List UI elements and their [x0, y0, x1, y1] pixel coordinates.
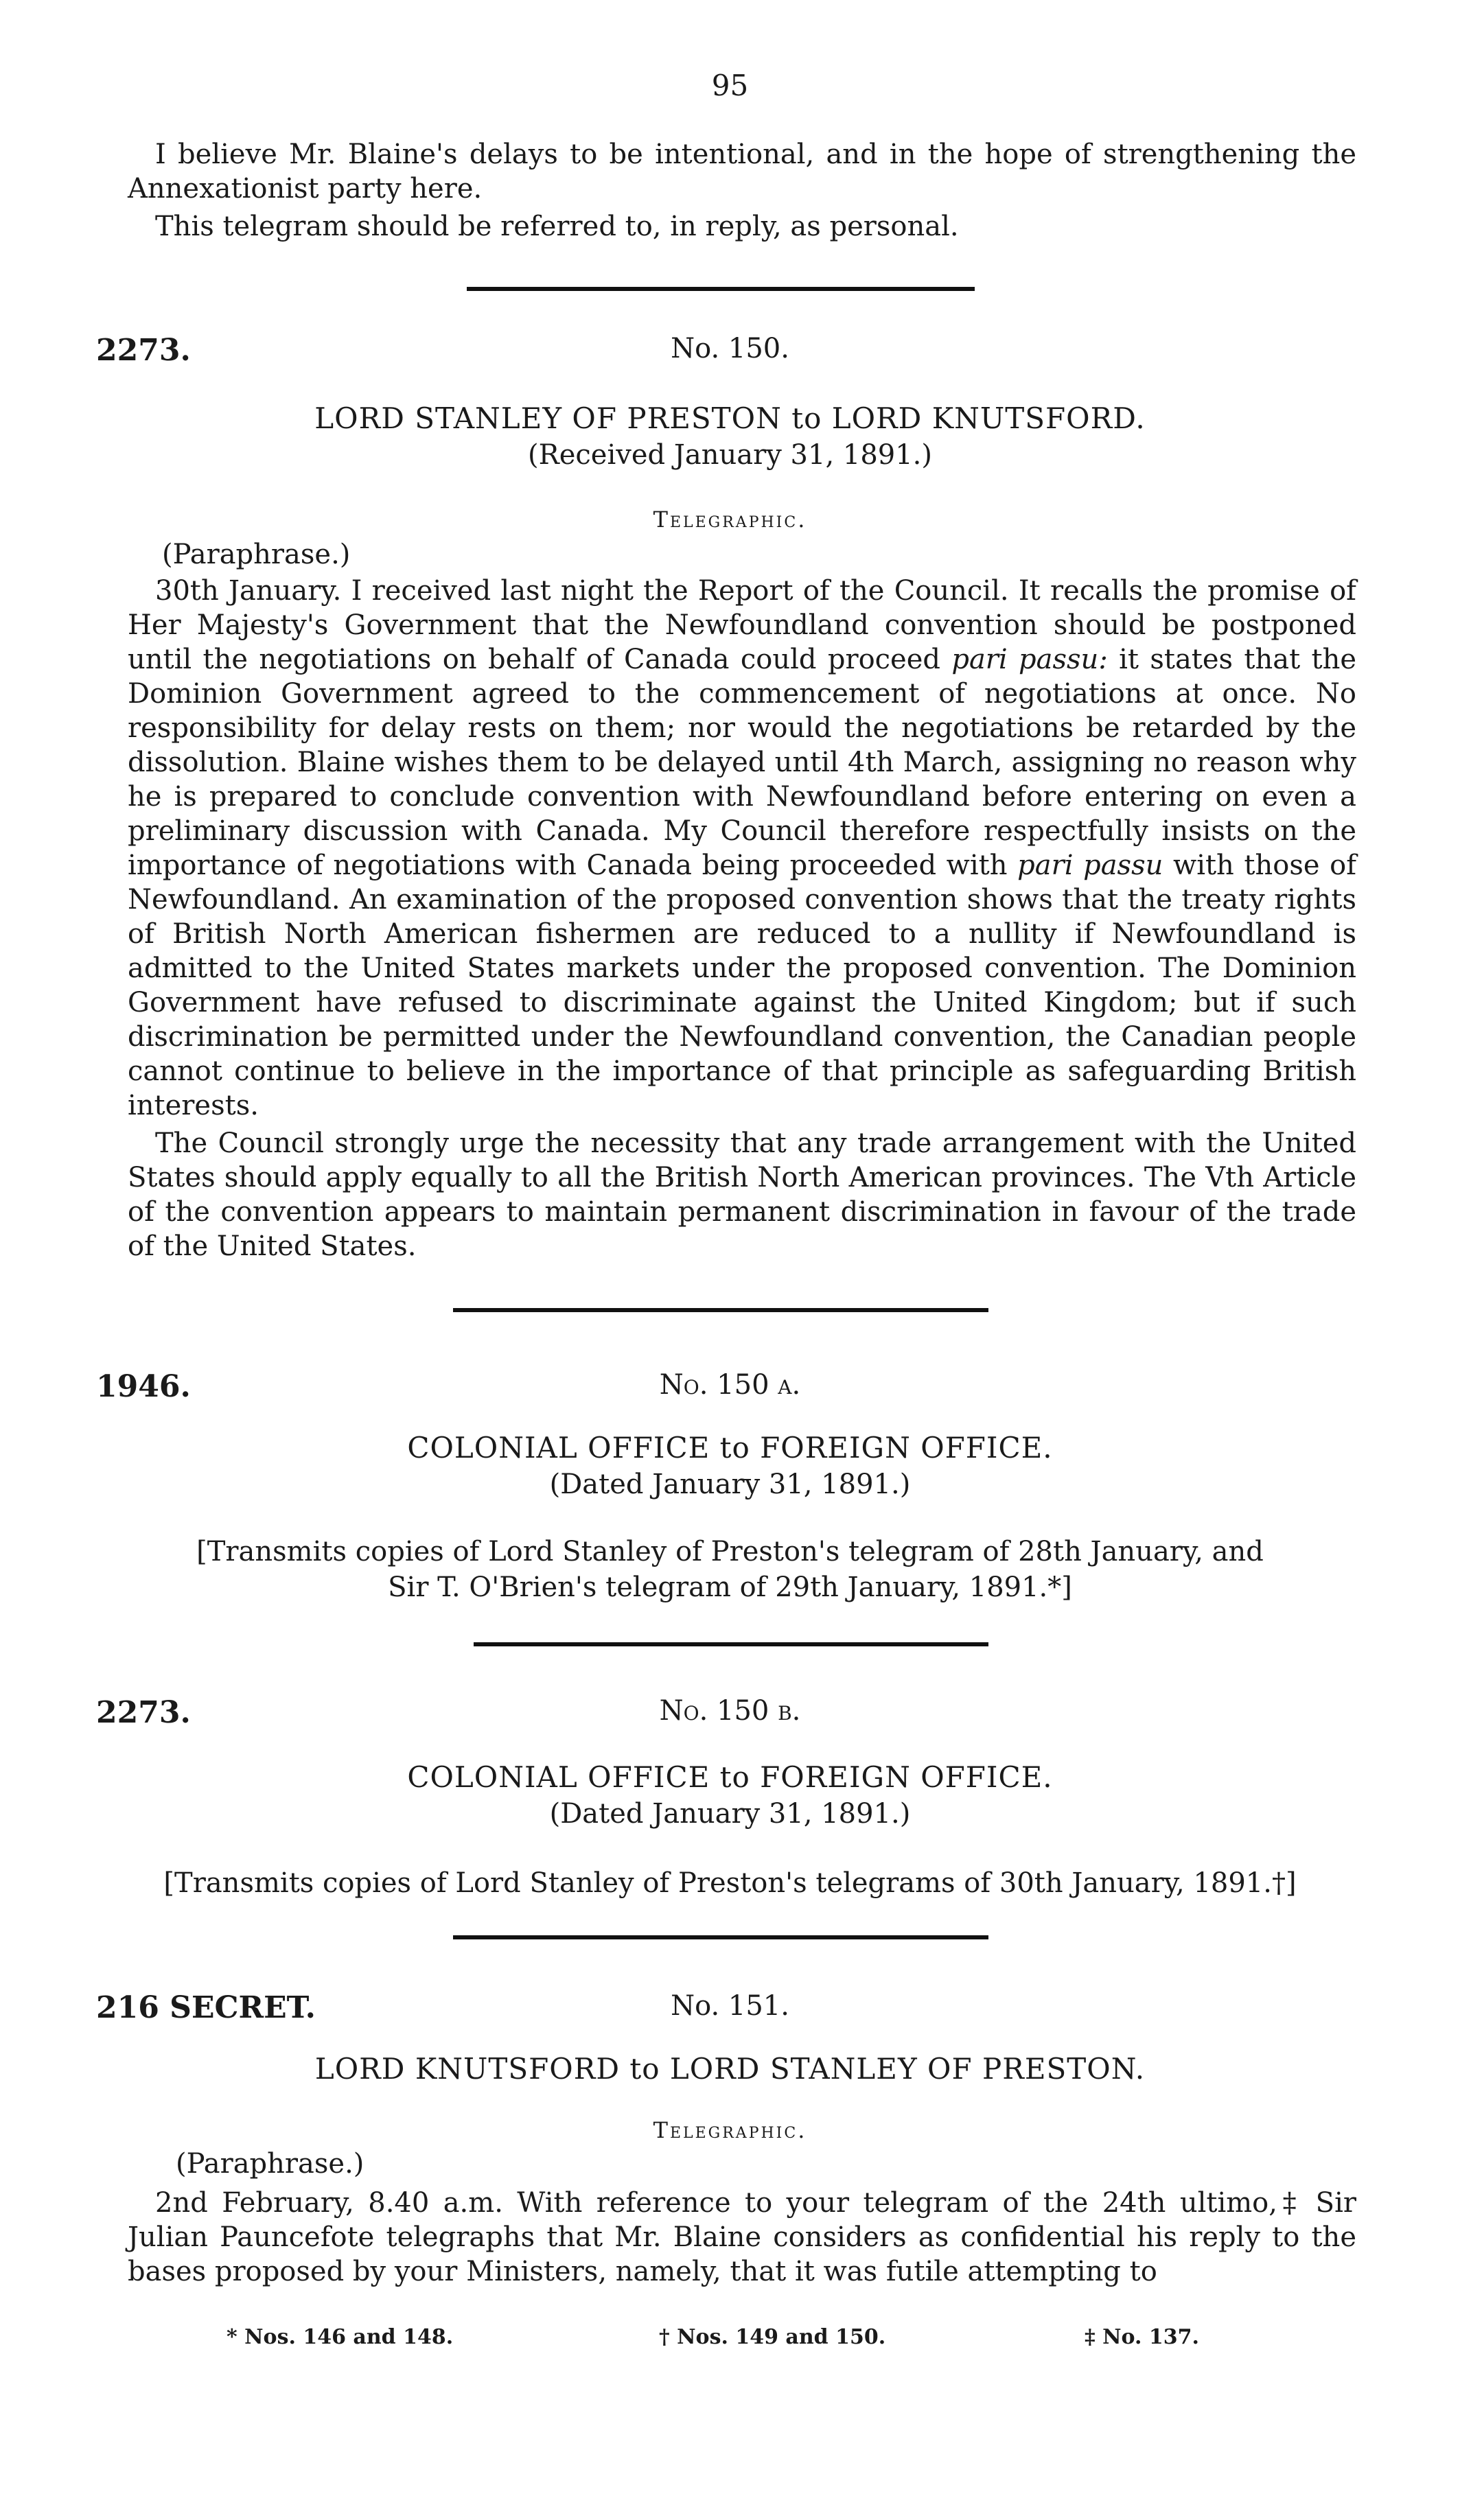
document-heading: LORD KNUTSFORD to LORD STANLEY OF PRESTON. [314, 2052, 1146, 2086]
telegram-body-paragraph [128, 2186, 1356, 2289]
dated-line: (Dated January 31, 1891.) [549, 1798, 911, 1830]
body-text: 2nd February, 8.40 a.m. With reference to your telegram of the 24th ultimo,‡ Sir Julian Pauncefote telegraphs that Mr. Blaine considers as confidential his reply to the bases proposed by your Ministers, namely, that it was futile attempting to [128, 2187, 1356, 2287]
footnote: * Nos. 146 and 148. [227, 2325, 454, 2349]
paraphrase-note: (Paraphrase.) [162, 539, 351, 570]
document-heading: LORD STANLEY OF PRESTON to LORD KNUTSFORD. [314, 401, 1146, 435]
document-number: No. 151. [671, 1990, 789, 2022]
opening-paragraph [128, 137, 1356, 206]
footnote: ‡ No. 137. [1085, 2325, 1199, 2349]
document-number: No. 150 b. [659, 1695, 801, 1727]
document-heading: COLONIAL OFFICE to FOREIGN OFFICE. [407, 1760, 1053, 1794]
section-divider [474, 1642, 988, 1646]
received-date: (Received January 31, 1891.) [528, 439, 932, 471]
telegram-body-paragraph [128, 574, 1356, 1123]
page-number: 95 [711, 69, 749, 102]
section-divider [467, 287, 975, 291]
section-divider [453, 1935, 988, 1939]
reference-number: 2273. [96, 1695, 191, 1730]
paraphrase-note: (Paraphrase.) [176, 2148, 364, 2180]
telegraphic-label: Telegraphic. [653, 506, 807, 533]
section-divider [453, 1308, 988, 1312]
telegram-body-paragraph-2 [128, 1126, 1356, 1263]
dated-line: (Dated January 31, 1891.) [549, 1469, 911, 1500]
summary-line: [Transmits copies of Lord Stanley of Preston's telegrams of 30th January, 1891.†] [163, 1867, 1297, 1899]
summary-line-2: Sir T. O'Brien's telegram of 29th January, 1891.*] [388, 1572, 1072, 1603]
reference-number: 2273. [96, 333, 191, 368]
body-text-c: with those of Newfoundland. An examination of the proposed convention shows that the treaty rights of British North American fishermen are reduced to a nullity if Newfoundland is admitted to the United States markets under the proposed convention. The Dominion Government have refused to discriminate against the United Kingdom; but if such discrimination be permitted under the Newfoundland convention, the Canadian people cannot continue to believe in the importance of that principle as safeguarding British interests. [128, 850, 1357, 1121]
document-heading: COLONIAL OFFICE to FOREIGN OFFICE. [407, 1431, 1053, 1465]
body-text-d: The Council strongly urge the necessity that any trade arrangement with the United States should apply equally to all the British North American provinces. The Vth Article of the convention appears to maintain permanent discrimination in favour of the trade of the United States. [128, 1128, 1356, 1262]
footnote: † Nos. 149 and 150. [659, 2325, 886, 2349]
document-number: No. 150. [671, 333, 789, 364]
telegraphic-label: Telegraphic. [653, 2117, 807, 2143]
italic-phrase-2: pari passu [1017, 850, 1163, 881]
opening-paragraph-2 [128, 209, 1356, 244]
reference-number: 216 SECRET. [96, 1990, 316, 2025]
opening-text-2: This telegram should be referred to, in reply, as personal. [155, 211, 959, 242]
opening-text: I believe Mr. Blaine's delays to be intentional, and in the hope of strengthening the Annexationist party here. [128, 139, 1356, 205]
body-text-a: 30th January. I received last night the Report of the Council. It recalls the promise of Her Majesty's Government that the Newfoundland convention should be postponed until the negotiations on behalf of Canada could proceed [128, 575, 1356, 675]
document-number: No. 150 a. [659, 1369, 801, 1401]
reference-number: 1946. [96, 1369, 191, 1404]
body-text-b: it states that the Dominion Government agreed to the commencement of negotiations at once. No responsibility for delay rests on them; nor would the negotiations be retarded by the dissolution. Blaine wishes them to be delayed until 4th March, assigning no reason why he is prepared to conclude convention with Newfoundland before entering on even a preliminary discussion with Canada. My Council therefore respectfully insists on the importance of negotiations with Canada being proceeded with [128, 644, 1357, 881]
summary-line: [Transmits copies of Lord Stanley of Preston's telegram of 28th January, and [196, 1536, 1264, 1567]
italic-phrase: pari passu: [951, 644, 1108, 675]
